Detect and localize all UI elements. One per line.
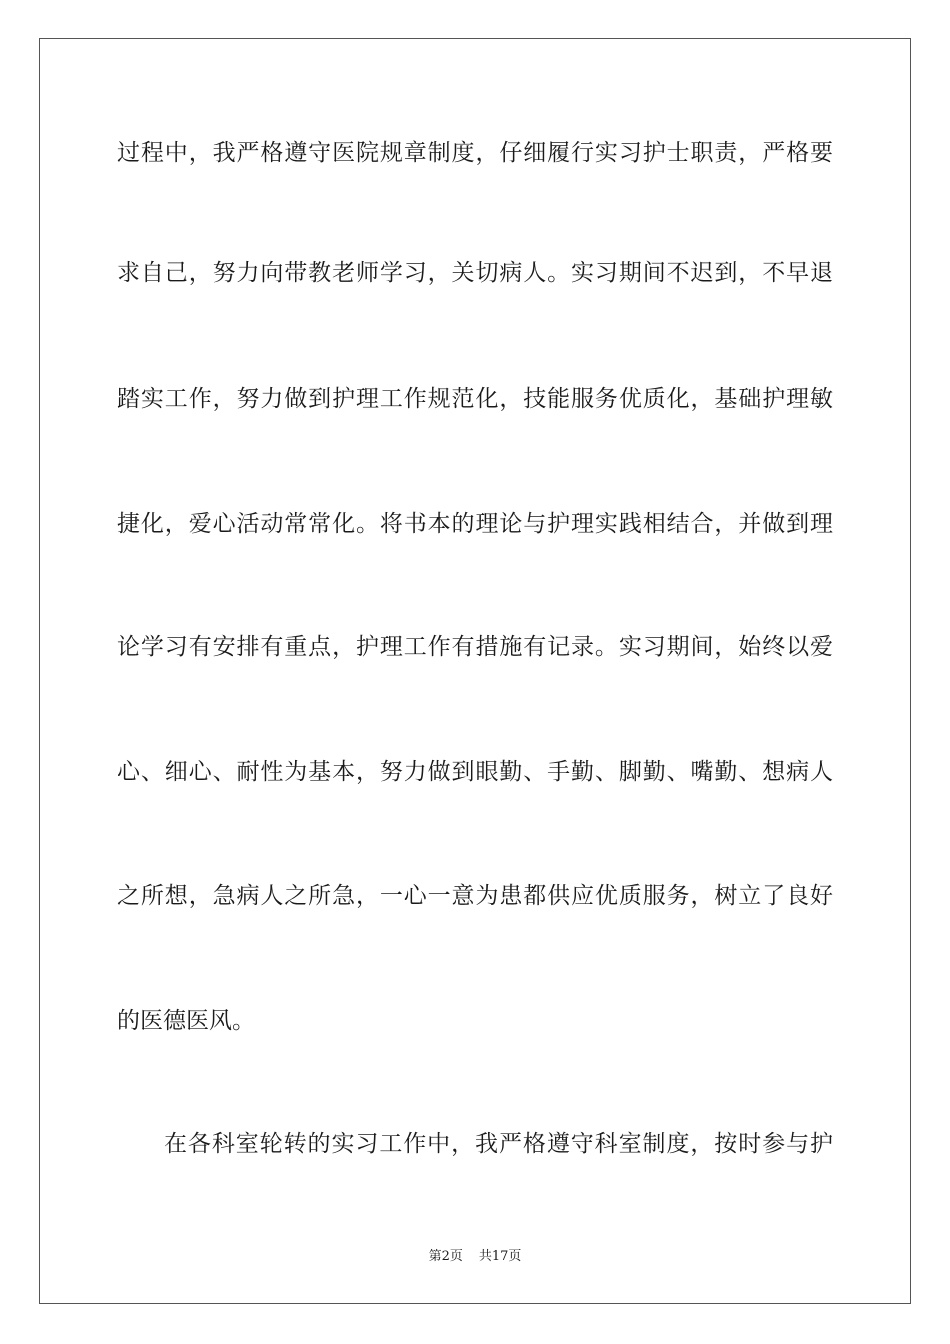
paragraph-line: 之所想，急病人之所急，一心一意为患都供应优质服务，树立了良好 <box>117 883 833 909</box>
paragraph-line: 论学习有安排有重点，护理工作有措施有记录。实习期间，始终以爱 <box>117 634 833 660</box>
paragraph-line: 过程中，我严格遵守医院规章制度，仔细履行实习护士职责，严格要 <box>117 140 833 166</box>
paragraph-line: 捷化，爱心活动常常化。将书本的理论与护理实践相结合，并做到理 <box>117 511 833 537</box>
page-total: 共17页 <box>478 1249 522 1264</box>
paragraph-line: 心、细心、耐性为基本，努力做到眼勤、手勤、脚勤、嘴勤、想病人 <box>117 759 833 785</box>
page-border <box>39 38 911 1304</box>
page-number: 第2页 <box>428 1249 463 1264</box>
paragraph-line: 踏实工作，努力做到护理工作规范化，技能服务优质化，基础护理敏 <box>117 386 833 412</box>
page-footer <box>0 1248 950 1266</box>
paragraph-line: 在各科室轮转的实习工作中，我严格遵守科室制度，按时参与护 <box>164 1131 833 1157</box>
paragraph-line: 的医德医风。 <box>117 1008 255 1034</box>
paragraph-line: 求自己，努力向带教老师学习，关切病人。实习期间不迟到，不早退 <box>117 260 833 286</box>
